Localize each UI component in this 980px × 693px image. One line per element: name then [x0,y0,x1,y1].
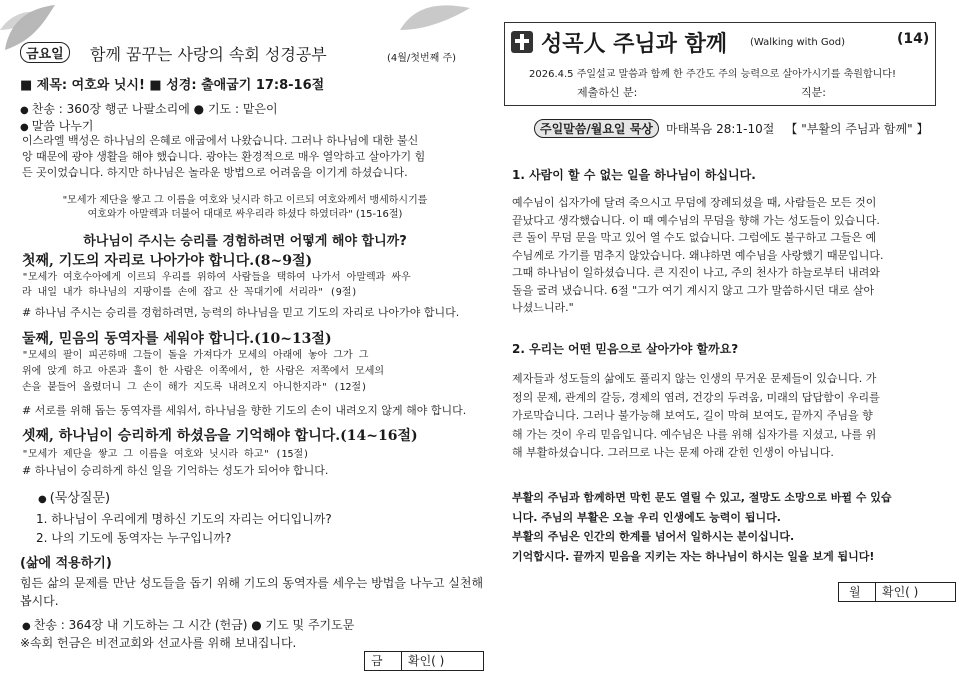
offering-note: ※속회 헌금은 비전교회와 선교사를 위해 보내집니다. [20,636,297,650]
intro-paragraph [22,133,482,181]
section1-paragraph [512,194,972,317]
question-heading: 하나님이 주시는 승리를 경험하려면 어떻게 해야 합니까? [83,234,407,249]
point2-note: # 서로를 위해 돕는 동역자를 세워서, 하나님을 향한 기도의 손이 내려오지 않게 해야 합니다. [22,404,467,417]
paragraph-line: 나셨느니라." [512,301,574,314]
apply-paragraph [20,574,485,610]
apply-line: 힘든 삶의 문제를 만난 성도들을 돕기 위해 기도의 동역자를 세우는 방법을 나누고 실천해 [20,576,484,590]
subject-line: ■ 제목: 여호와 닛시! ■ 성경: 출애굽기 17:8-16절 [20,78,325,93]
point2-quote [22,348,482,396]
paragraph-line: 니다. 주님의 부활은 오늘 우리 인생에도 능력이 됩니다. [512,510,781,524]
study-title: 함께 꿈꾸는 사랑의 속회 성경공부 [90,45,327,64]
check-day: 금 [371,654,383,668]
point3-quote: "모세가 제단을 쌓고 그 이름을 여호와 닛시라 하고" (15절) [22,449,310,460]
conclusion-paragraph [512,488,977,566]
paragraph-line: 돌을 굴려 냈습니다. 6절 "그가 여기 계시지 않고 그가 말씀하시던 대로 살아 [512,283,875,297]
issue-number: (14) [897,31,930,47]
list-item: 2. 나의 기도에 동역자는 누구입니까? [36,531,232,545]
paragraph-line: 정의 문제, 관계의 갈등, 경제의 염려, 건강의 두려움, 미래의 답답함이 우리를 [512,390,880,404]
key-verse-quote [20,194,470,222]
sermon-line [534,118,928,140]
paragraph-line: 제자들과 성도들의 삶에도 풀리지 않는 인생의 무거운 문제들이 있습니다. 가 [512,372,877,385]
sermon-title: 【 "부활의 주님과 함께" 】 [785,122,929,136]
header-sub: (Walking with God) [750,37,845,48]
point3-title: 셋째, 하나님이 승리하게 하셨음을 기억해야 합니다.(14~16절) [22,428,418,444]
role-label: 직분: [801,86,826,99]
paragraph-line: 가로막습니다. 그러나 불가능해 보여도, 길이 막혀 보여도, 끝까지 주님을 향 [512,409,873,422]
paragraph-line: 부활의 주님은 인간의 한계를 넘어서 일하시는 분이십니다. [512,530,795,543]
quote-line: "모세의 팔이 피곤하매 그들이 돌을 가져다가 모세의 아래에 놓아 그가 그 [22,350,369,361]
paragraph-line: 그때 하나님이 일하셨습니다. 큰 지진이 나고, 주의 천사가 하늘로부터 내려와 [512,266,880,279]
leaf-decoration-icon [395,0,475,40]
point1-note: # 하나님 주시는 승리를 경험하려면, 능력의 하나님을 믿고 기도의 자리로 나아가야 합니다. [22,306,460,319]
closing-hymn: ● 찬송 : 364장 내 기도하는 그 시간 (헌금) ● 기도 및 주기도문 [22,616,354,633]
check-day: 월 [849,585,861,599]
paragraph-line: 해 부활하셨습니다. 그러므로 나는 문제 아래 갇힌 인생이 아닙니다. [512,446,834,459]
point2-title: 둘째, 믿음의 동역자를 세워야 합니다.(10~13절) [22,331,332,347]
check-box[interactable] [364,651,484,671]
quote-line: "모세가 여호수아에게 이르되 우리를 위하여 사람들을 택하여 나가서 아말렉과 싸우 [22,272,411,283]
paragraph-line: 수님께로 가기를 멈추지 않았습니다. 왜냐하면 예수님을 사랑했기 때문입니다. [512,248,884,262]
meditation-heading: ● (묵상질문) [38,487,110,506]
submitter-label: 제출하신 분: [577,86,638,99]
header-intro: 2026.4.5 주일설교 말씀과 함께 한 주간도 주의 능력으로 살아가시기를 축원합니다! [529,69,896,80]
header-box [504,22,936,106]
hymn-line: ● 찬송 : 360장 행군 나팔소리에 ● 기도 : 맡은이 [20,100,278,117]
study-title-sub: (4월/첫번째 주) [387,53,457,64]
scripture-ref: 마태복음 28:1-10절 [665,122,775,136]
point1-quote [22,270,482,300]
check-label: 확인( ) [875,583,918,601]
quote-line: 손을 붙들어 올렸더니 그 손이 해가 지도록 내려오지 아니한지라" (12절) [22,382,368,393]
right-page [490,0,980,693]
meditation-list [36,510,332,548]
intro-line: 이스라엘 백성은 하나님의 은혜로 애굽에서 나왔습니다. 그러나 하나님에 대한 불신 [22,134,419,147]
study-header [20,40,480,64]
check-box[interactable] [838,582,956,602]
day-badge: 금요일 [20,42,70,63]
sermon-badge: 주일말씀/월요일 묵상 [534,119,659,138]
intro-line: 앙 때문에 광야 생활을 해야 했습니다. 광야는 환경적으로 매우 열악하고 살아가기 힘 [22,150,426,163]
paragraph-line: 해 가는 것이 우리 믿음입니다. 예수님은 나를 위해 십자가를 지셨고, 나를 위 [512,427,877,441]
list-item: 1. 하나님이 우리에게 명하신 기도의 자리는 어디입니까? [36,512,332,526]
quote-line: 여호와가 아말렉과 더불어 대대로 싸우리라 하셨다 하였더라" (15-16절) [87,209,403,220]
quote-line: 위에 앉게 하고 아론과 훌이 한 사람은 이쪽에서, 한 사람은 저쪽에서 모세의 [22,366,385,377]
paragraph-line: 큰 돌이 무덤 문을 막고 있어 열 수도 없습니다. 그럼에도 불구하고 그들은 예 [512,231,877,244]
word-share-label: ● 말씀 나누기 [20,117,94,134]
check-label: 확인( ) [401,652,444,670]
church-logo-icon [511,31,533,53]
intro-line: 든 곳이었습니다. 하지만 하나님은 놀라운 방법으로 어려움을 이기게 하셨습니다. [22,166,408,179]
paragraph-line: 기억합시다. 끝까지 믿음을 지키는 자는 하나님이 하시는 일을 보게 됩니다! [512,549,875,563]
paragraph-line: 부활의 주님과 함께하면 막힌 문도 열릴 수 있고, 절망도 소망으로 바뀔 수 있습 [512,491,892,504]
section1-title: 1. 사람이 할 수 없는 일을 하나님이 하십니다. [512,168,756,182]
section2-paragraph [512,370,972,463]
quote-line: 라 내일 내가 하나님의 지팡이를 손에 잡고 산 꼭대기에 서리라" (9절) [22,287,358,298]
paragraph-line: 예수님이 십자가에 달려 죽으시고 무덤에 장례되셨을 때, 사람들은 모든 것이 [512,196,877,209]
point3-note: # 하나님이 승리하게 하신 일을 기억하는 성도가 되어야 합니다. [22,464,329,477]
section2-title: 2. 우리는 어떤 믿음으로 살아가야 할까요? [512,342,739,356]
apply-line: 봅시다. [20,594,59,608]
paragraph-line: 끝났다고 생각했습니다. 이 때 예수님의 무덤을 향해 가는 성도들이 있습니다. [512,213,880,227]
header-title: 성곡人 주님과 함께 [541,32,728,57]
quote-line: "모세가 제단을 쌓고 그 이름을 여호와 닛시라 하고 이르되 여호와께서 맹세하시기를 [62,195,428,206]
apply-heading: (삶에 적용하기) [20,556,112,571]
point1-title: 첫째, 기도의 자리로 나아가야 합니다.(8~9절) [22,253,313,269]
